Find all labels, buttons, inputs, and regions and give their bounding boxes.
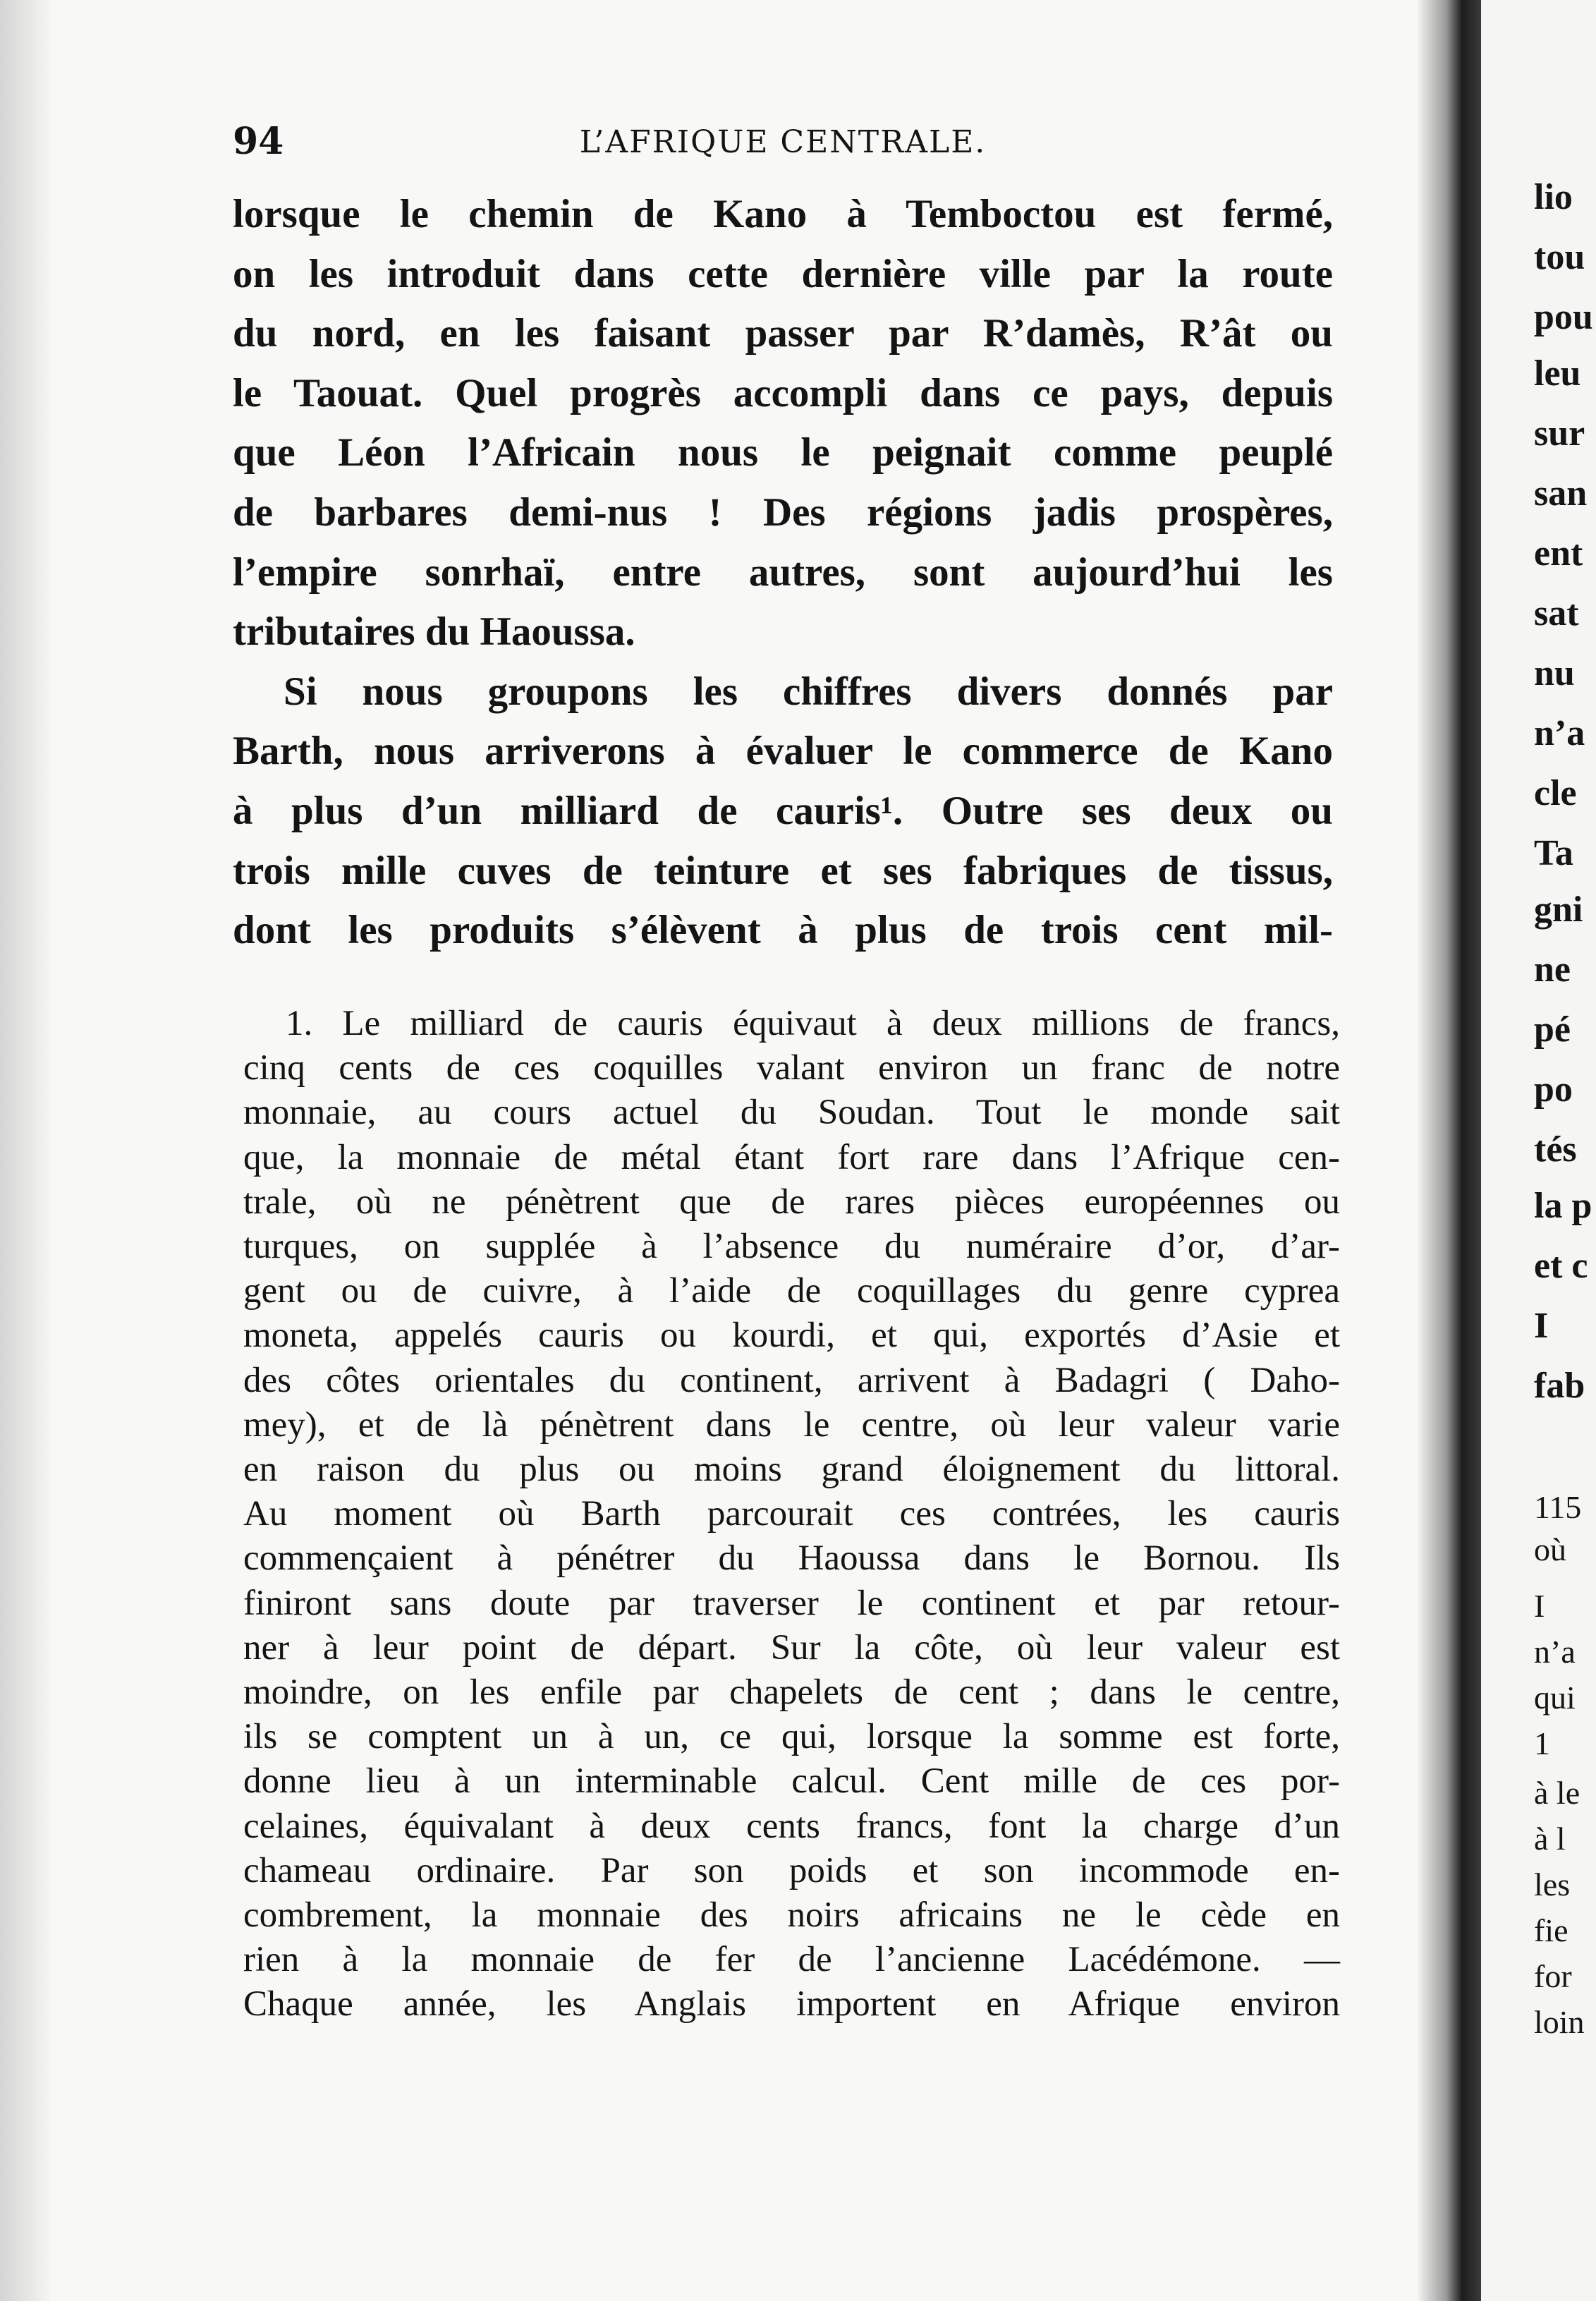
- footnote-line: moindre, on les enfile par chapelets de cent ; dans le centre,: [243, 1672, 1340, 1713]
- body-line: trois mille cuves de teinture et ses fabriques de tissus,: [233, 848, 1333, 893]
- facing-page-fragment: gni: [1534, 890, 1583, 930]
- facing-page-fragment: lio: [1534, 177, 1573, 217]
- facing-page-fragment: la p: [1534, 1186, 1592, 1226]
- facing-page-fragment: pou: [1534, 297, 1593, 337]
- body-line: l’empire sonrhaï, entre autres, sont aujourd’hui les: [233, 550, 1333, 595]
- body-line: du nord, en les faisant passer par R’damès, R’ât ou: [233, 311, 1333, 356]
- facing-page-text: [1534, 176, 1596, 2187]
- body-line: Barth, nous arriverons à évaluer le commerce de Kano: [233, 729, 1333, 774]
- footnote-line: finiront sans doute par traverser le continent et par retour-: [243, 1583, 1340, 1623]
- facing-page-fragment: n’a: [1534, 713, 1585, 753]
- facing-page-fragment: fab: [1534, 1366, 1585, 1406]
- facing-page-fragment: Ta: [1534, 833, 1573, 873]
- body-line: lorsque le chemin de Kano à Temboctou est fermé,: [233, 192, 1333, 236]
- facing-page-fragment: 1: [1534, 1725, 1550, 1761]
- facing-page-fragment: nu: [1534, 653, 1575, 693]
- footnote: [243, 1002, 1340, 2027]
- facing-page-fragment: tés: [1534, 1129, 1577, 1170]
- footnote-line: que, la monnaie de métal étant fort rare dans l’Afrique cen-: [243, 1137, 1340, 1177]
- body-text: [233, 185, 1333, 961]
- footnote-line: turques, on supplée à l’absence du numéraire d’or, d’ar-: [243, 1227, 1340, 1267]
- facing-page-fragment: leu: [1534, 353, 1581, 394]
- body-line: Si nous groupons les chiffres divers donnés par: [284, 669, 1333, 714]
- facing-page-fragment: for: [1534, 1958, 1572, 1994]
- facing-page-fragment: à l: [1534, 1821, 1566, 1857]
- facing-page-fragment: po: [1534, 1069, 1573, 1110]
- footnote-line: trale, où ne pénètrent que de rares pièces européennes ou: [243, 1182, 1340, 1222]
- footnote-line: combrement, la monnaie des noirs africains ne le cède en: [243, 1895, 1340, 1936]
- footnote-line: cinq cents de ces coquilles valant environ un franc de notre: [243, 1048, 1340, 1088]
- footnote-line: moneta, appelés cauris ou kourdi, et qui, exportés d’Asie et: [243, 1316, 1340, 1356]
- facing-page-fragment: qui: [1534, 1680, 1576, 1716]
- facing-page-fragment: fie: [1534, 1912, 1568, 1948]
- footnote-line: ils se comptent un à un, ce qui, lorsque la somme est forte,: [243, 1717, 1340, 1757]
- facing-page-fragment: n’a: [1534, 1634, 1576, 1670]
- facing-page-fragment: I: [1534, 1306, 1549, 1346]
- body-line: le Taouat. Quel progrès accompli dans ce pays, depuis: [233, 370, 1333, 415]
- footnote-line: en raison du plus ou moins grand éloignement du littoral.: [243, 1450, 1340, 1490]
- body-line: à plus d’un milliard de cauris¹. Outre ses deux ou: [233, 788, 1333, 833]
- facing-page-fragment: tou: [1534, 237, 1585, 277]
- facing-page-fragment: où: [1534, 1531, 1566, 1567]
- facing-page-fragment: sur: [1534, 413, 1585, 454]
- facing-page-fragment: I: [1534, 1588, 1545, 1624]
- facing-page-fragment: les: [1534, 1866, 1571, 1902]
- footnote-line: des côtes orientales du continent, arrivent à Badagri ( Daho-: [243, 1360, 1340, 1400]
- facing-page-fragment: ent: [1534, 533, 1583, 573]
- page-edge: [0, 0, 49, 2301]
- footnote-line: chameau ordinaire. Par son poids et son incommode en-: [243, 1850, 1340, 1890]
- footnote-line: celaines, équivalant à deux cents francs, font la charge d’un: [243, 1806, 1340, 1846]
- body-line: dont les produits s’élèvent à plus de trois cent mil-: [233, 908, 1333, 953]
- footnote-line: mey), et de là pénètrent dans le centre, où leur valeur varie: [243, 1404, 1340, 1445]
- facing-page-fragment: loin: [1534, 2004, 1585, 2040]
- facing-page-fragment: ne: [1534, 949, 1571, 990]
- facing-page-fragment: à le: [1534, 1775, 1580, 1811]
- body-line: que Léon l’Africain nous le peignait comme peuplé: [233, 430, 1333, 475]
- body-line: de barbares demi-nus ! Des régions jadis prospères,: [233, 490, 1333, 535]
- footnote-line: rien à la monnaie de fer de l’ancienne Lacédémone. —: [243, 1940, 1340, 1980]
- facing-page-fragment: et c: [1534, 1246, 1588, 1286]
- footnote-line: commençaient à pénétrer du Haoussa dans le Bornou. Ils: [243, 1538, 1340, 1579]
- body-line: tributaires du Haoussa.: [233, 609, 635, 655]
- body-line: on les introduit dans cette dernière ville par la route: [233, 251, 1333, 296]
- footnote-line: Au moment où Barth parcourait ces contrées, les cauris: [243, 1494, 1340, 1534]
- page-number: 94: [233, 120, 284, 163]
- running-title: L’AFRIQUE CENTRALE.: [579, 124, 987, 160]
- facing-page-fragment: san: [1534, 473, 1588, 514]
- footnote-line: donne lieu à un interminable calcul. Cent mille de ces por-: [243, 1761, 1340, 1802]
- facing-page-fragment: sat: [1534, 593, 1579, 633]
- facing-page-fragment: pé: [1534, 1009, 1571, 1050]
- facing-page-fragment: 115: [1534, 1489, 1582, 1525]
- footnote-line: monnaie, au cours actuel du Soudan. Tout le monde sait: [243, 1093, 1340, 1133]
- footnote-line: 1. Le milliard de cauris équivaut à deux millions de francs,: [286, 1004, 1340, 1043]
- running-head: [233, 120, 1333, 169]
- book-gutter: [1418, 0, 1481, 2301]
- footnote-line: gent ou de cuivre, à l’aide de coquillages du genre cyprea: [243, 1271, 1340, 1311]
- facing-page-fragment: cle: [1534, 773, 1577, 813]
- footnote-line: Chaque année, les Anglais importent en Afrique environ: [243, 1984, 1340, 2024]
- footnote-line: ner à leur point de départ. Sur la côte, où leur valeur est: [243, 1627, 1340, 1668]
